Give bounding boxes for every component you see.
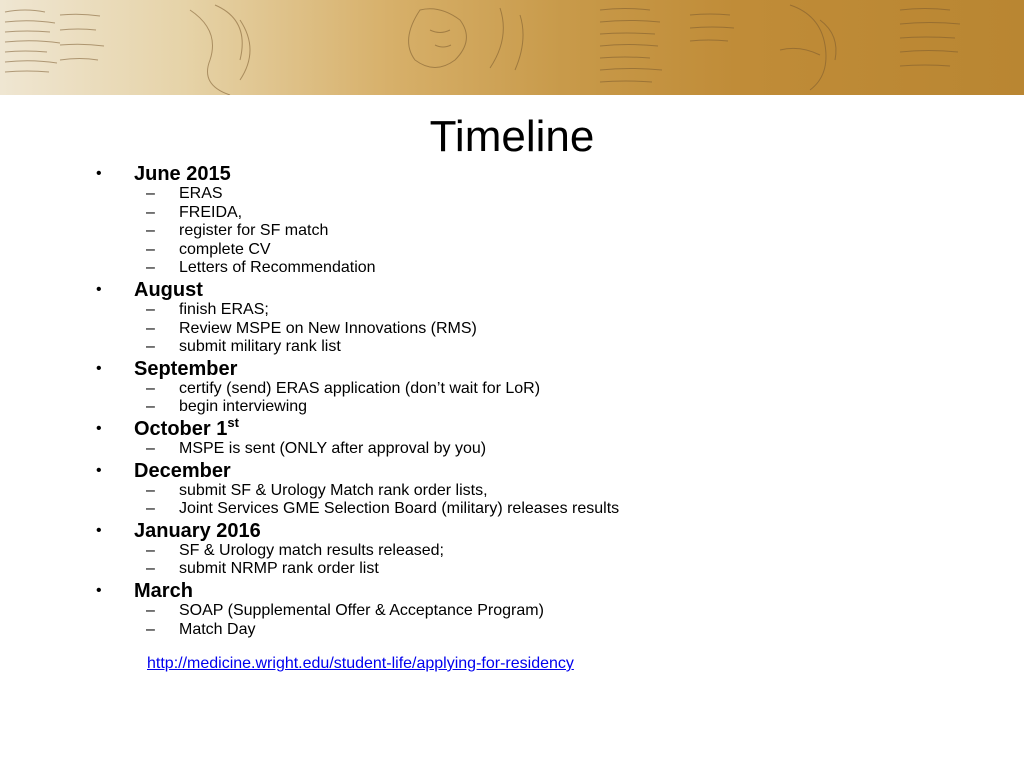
timeline-section xyxy=(92,460,992,482)
section-heading: August xyxy=(134,278,203,301)
timeline-section xyxy=(92,580,992,602)
slide-title: Timeline xyxy=(429,112,595,161)
dash-icon: – xyxy=(146,240,155,258)
list-item-text: certify (send) ERAS application (don’t wait for LoR) xyxy=(179,379,541,397)
dash-icon: – xyxy=(146,560,155,578)
timeline-section xyxy=(92,163,992,185)
list-item xyxy=(92,241,992,260)
dash-icon: – xyxy=(146,259,155,277)
dash-icon: – xyxy=(146,541,155,559)
dash-icon: – xyxy=(146,319,155,337)
list-item-text: Review MSPE on New Innovations (RMS) xyxy=(179,319,477,337)
list-item-text: begin interviewing xyxy=(179,398,308,416)
section-heading: March xyxy=(134,579,193,602)
dash-icon: – xyxy=(146,500,155,518)
list-item xyxy=(92,542,992,561)
bullet-icon: • xyxy=(96,461,102,479)
timeline-list xyxy=(92,162,992,639)
bullet-icon: • xyxy=(96,165,102,182)
dash-icon: – xyxy=(146,379,155,397)
list-item-text: SF & Urology match results released; xyxy=(179,541,444,559)
list-item xyxy=(92,560,992,579)
list-item-text: ERAS xyxy=(179,185,223,202)
section-heading: December xyxy=(134,459,231,482)
list-item xyxy=(92,602,992,621)
dash-icon: – xyxy=(146,222,155,240)
dash-icon: – xyxy=(146,398,155,416)
list-item-text: FREIDA, xyxy=(179,203,243,221)
list-item-text: finish ERAS; xyxy=(179,300,269,318)
list-item xyxy=(92,338,992,357)
list-item xyxy=(92,621,992,640)
dash-icon: – xyxy=(146,203,155,221)
residency-link[interactable]: http://medicine.wright.edu/student-life/applying-for-residency xyxy=(147,655,574,672)
timeline-section xyxy=(92,520,992,542)
list-item xyxy=(92,440,992,459)
dash-icon: – xyxy=(146,620,155,638)
list-item xyxy=(92,185,992,204)
section-heading-text: October 1 xyxy=(134,417,228,440)
section-heading: January 2016 xyxy=(134,519,261,542)
list-item xyxy=(92,301,992,320)
dash-icon: – xyxy=(146,481,155,499)
list-item xyxy=(92,320,992,339)
list-item xyxy=(92,500,992,519)
dash-icon: – xyxy=(146,338,155,356)
dash-icon: – xyxy=(146,300,155,318)
bullet-icon: • xyxy=(96,359,102,377)
bullet-icon: • xyxy=(96,581,102,599)
timeline-section xyxy=(92,279,992,301)
list-item-text: Letters of Recommendation xyxy=(179,259,376,277)
ordinal-suffix: st xyxy=(227,414,239,430)
bullet-icon: • xyxy=(96,280,102,298)
dash-icon: – xyxy=(146,185,155,202)
list-item-text: complete CV xyxy=(179,240,271,258)
timeline-section xyxy=(92,414,992,440)
list-item-text: submit SF & Urology Match rank order lists, xyxy=(179,481,488,499)
section-heading: September xyxy=(134,357,238,380)
section-heading xyxy=(134,414,239,440)
list-item xyxy=(92,380,992,399)
list-item xyxy=(92,222,992,241)
list-item-text: Joint Services GME Selection Board (military) releases results xyxy=(179,500,620,518)
list-item xyxy=(92,482,992,501)
header-banner-image xyxy=(0,0,1024,95)
sketch-drawing xyxy=(0,0,1024,95)
list-item-text: register for SF match xyxy=(179,222,329,240)
list-item-text: submit NRMP rank order list xyxy=(179,560,379,578)
timeline-section xyxy=(92,358,992,380)
list-item-text: SOAP (Supplemental Offer & Acceptance Program) xyxy=(179,601,544,619)
bullet-icon: • xyxy=(96,419,102,437)
dash-icon: – xyxy=(146,439,155,457)
list-item-text: submit military rank list xyxy=(179,338,341,356)
list-item xyxy=(92,204,992,223)
dash-icon: – xyxy=(146,601,155,619)
list-item-text: MSPE is sent (ONLY after approval by you) xyxy=(179,439,487,457)
section-heading: June 2015 xyxy=(134,163,231,185)
bullet-icon: • xyxy=(96,521,102,539)
list-item-text: Match Day xyxy=(179,620,256,638)
list-item xyxy=(92,259,992,278)
